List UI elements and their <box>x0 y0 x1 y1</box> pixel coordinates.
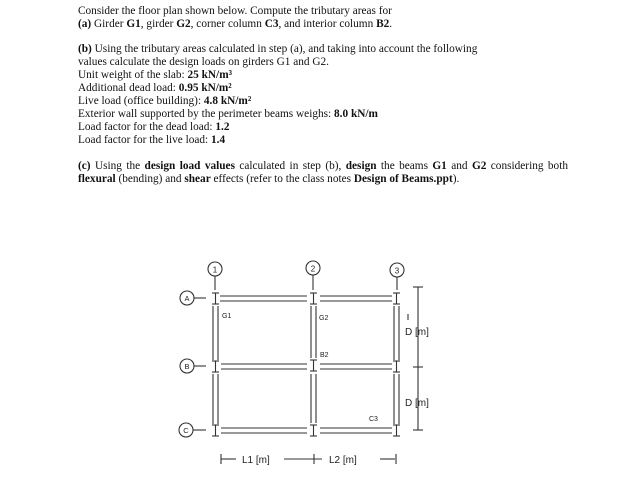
part-c-bold: shear <box>184 173 211 185</box>
part-b-line-2: values calculate the design loads on girders G1 and G2. <box>78 56 329 68</box>
part-c-bold: flexural <box>78 173 116 185</box>
part-c-text: and <box>446 160 472 172</box>
grid-bubble-b <box>180 359 194 373</box>
dimension-horizontal <box>221 454 396 464</box>
part-c-text: Using the <box>90 160 145 172</box>
part-c-text: calculated in step (b), <box>234 160 346 172</box>
part-c-bold: G2 <box>471 160 487 172</box>
dimension-l2: L2 [m] <box>329 455 357 466</box>
dimension-l1: L1 [m] <box>242 455 270 466</box>
dead-load-value: 0.95 kN/m² <box>178 82 232 94</box>
column-b2-label: B2 <box>320 352 329 359</box>
live-factor-line <box>78 134 568 147</box>
grid-bubble-2 <box>306 261 320 275</box>
beam-row-b <box>221 364 392 369</box>
dead-factor-value: 1.2 <box>215 121 230 133</box>
part-c-bold: design load values <box>144 160 235 172</box>
part-a-text: , corner column <box>190 18 265 30</box>
part-b-line-1 <box>78 43 568 56</box>
girder-g1-label: G1 <box>222 313 232 320</box>
wall-load-label: Exterior wall supported by the perimeter beams weighs: <box>78 108 334 120</box>
beam-col-3 <box>394 306 399 424</box>
grid-label-a: A <box>184 294 190 303</box>
intro-paragraph <box>78 5 568 31</box>
girder-g2-ref: G2 <box>176 18 191 30</box>
grid-bubble-a <box>180 291 194 305</box>
part-b-paragraph <box>78 43 568 147</box>
beam-col-1 <box>213 306 218 424</box>
column-b2-ref: B2 <box>376 18 390 30</box>
grid-label-1: 1 <box>212 265 218 275</box>
part-a-text: , girder <box>140 18 177 30</box>
girder-g1-ref: G1 <box>126 18 141 30</box>
dead-factor-line <box>78 121 568 134</box>
part-c-paragraph <box>78 160 568 186</box>
part-c-label: (c) <box>78 160 91 172</box>
grid-bubble-3 <box>390 263 404 277</box>
slab-weight-label: Unit weight of the slab: <box>78 69 188 81</box>
part-a-text: Girder <box>91 18 127 30</box>
dead-load-line <box>78 82 568 95</box>
grid-bubble-c <box>179 423 193 437</box>
column-c3-ref: C3 <box>264 18 279 30</box>
column-b2 <box>310 360 317 371</box>
live-load-line <box>78 95 568 108</box>
intro-line-1: Consider the floor plan shown below. Compute the tributary areas for <box>78 5 392 17</box>
column-c2 <box>310 425 317 436</box>
grid-bubble-1 <box>208 262 222 276</box>
beam-row-a <box>220 296 392 301</box>
column-a3 <box>393 293 400 304</box>
part-c-text: the beams <box>376 160 433 172</box>
live-load-label: Live load (office building): <box>78 95 204 107</box>
grid-label-3: 3 <box>394 266 400 276</box>
dimension-d-upper: D [m] <box>405 327 429 338</box>
part-a-label: (a) <box>78 18 92 30</box>
part-c-bold: G1 <box>432 160 447 172</box>
dimension-d-lower: D [m] <box>405 398 429 409</box>
part-c-text: effects (refer to the class notes <box>210 173 354 185</box>
wall-load-value: 8.0 kN/m <box>334 108 378 120</box>
part-c-text: considering both <box>486 160 568 172</box>
live-factor-value: 1.4 <box>211 134 226 146</box>
dimension-vertical <box>408 287 423 430</box>
column-c3-label: C3 <box>369 416 378 423</box>
dead-factor-label: Load factor for the dead load: <box>78 121 216 133</box>
grid-label-2: 2 <box>310 264 316 274</box>
grid-label-b: B <box>184 362 190 371</box>
beam-col-2 <box>311 306 316 423</box>
column-a2 <box>310 293 317 304</box>
column-b3 <box>393 361 400 372</box>
live-factor-label: Load factor for the live load: <box>78 134 211 146</box>
column-c1 <box>212 425 219 436</box>
part-a-text: . <box>389 18 393 30</box>
part-a-text: , and interior column <box>278 18 377 30</box>
girder-g2-label: G2 <box>319 315 329 322</box>
beam-row-c <box>221 428 392 433</box>
problem-text <box>78 0 568 186</box>
wall-load-line <box>78 108 568 121</box>
column-c3 <box>393 425 400 436</box>
part-b-text: Using the tributary areas calculated in step (a), and taking into account the following <box>91 43 478 55</box>
column-a1 <box>212 293 219 304</box>
part-c-text: (bending) and <box>115 173 185 185</box>
part-c-bold: design <box>345 160 377 172</box>
part-a-line <box>78 18 568 31</box>
column-b1 <box>212 361 219 372</box>
part-b-label: (b) <box>78 43 92 55</box>
slab-weight-line <box>78 69 568 82</box>
part-c-text: ). <box>452 173 460 185</box>
grid-label-c: C <box>183 426 189 435</box>
part-c-bold: Design of Beams.ppt <box>353 173 453 185</box>
dead-load-label: Additional dead load: <box>78 82 179 94</box>
live-load-value: 4.8 kN/m² <box>203 95 252 107</box>
slab-weight-value: 25 kN/m³ <box>187 69 232 81</box>
